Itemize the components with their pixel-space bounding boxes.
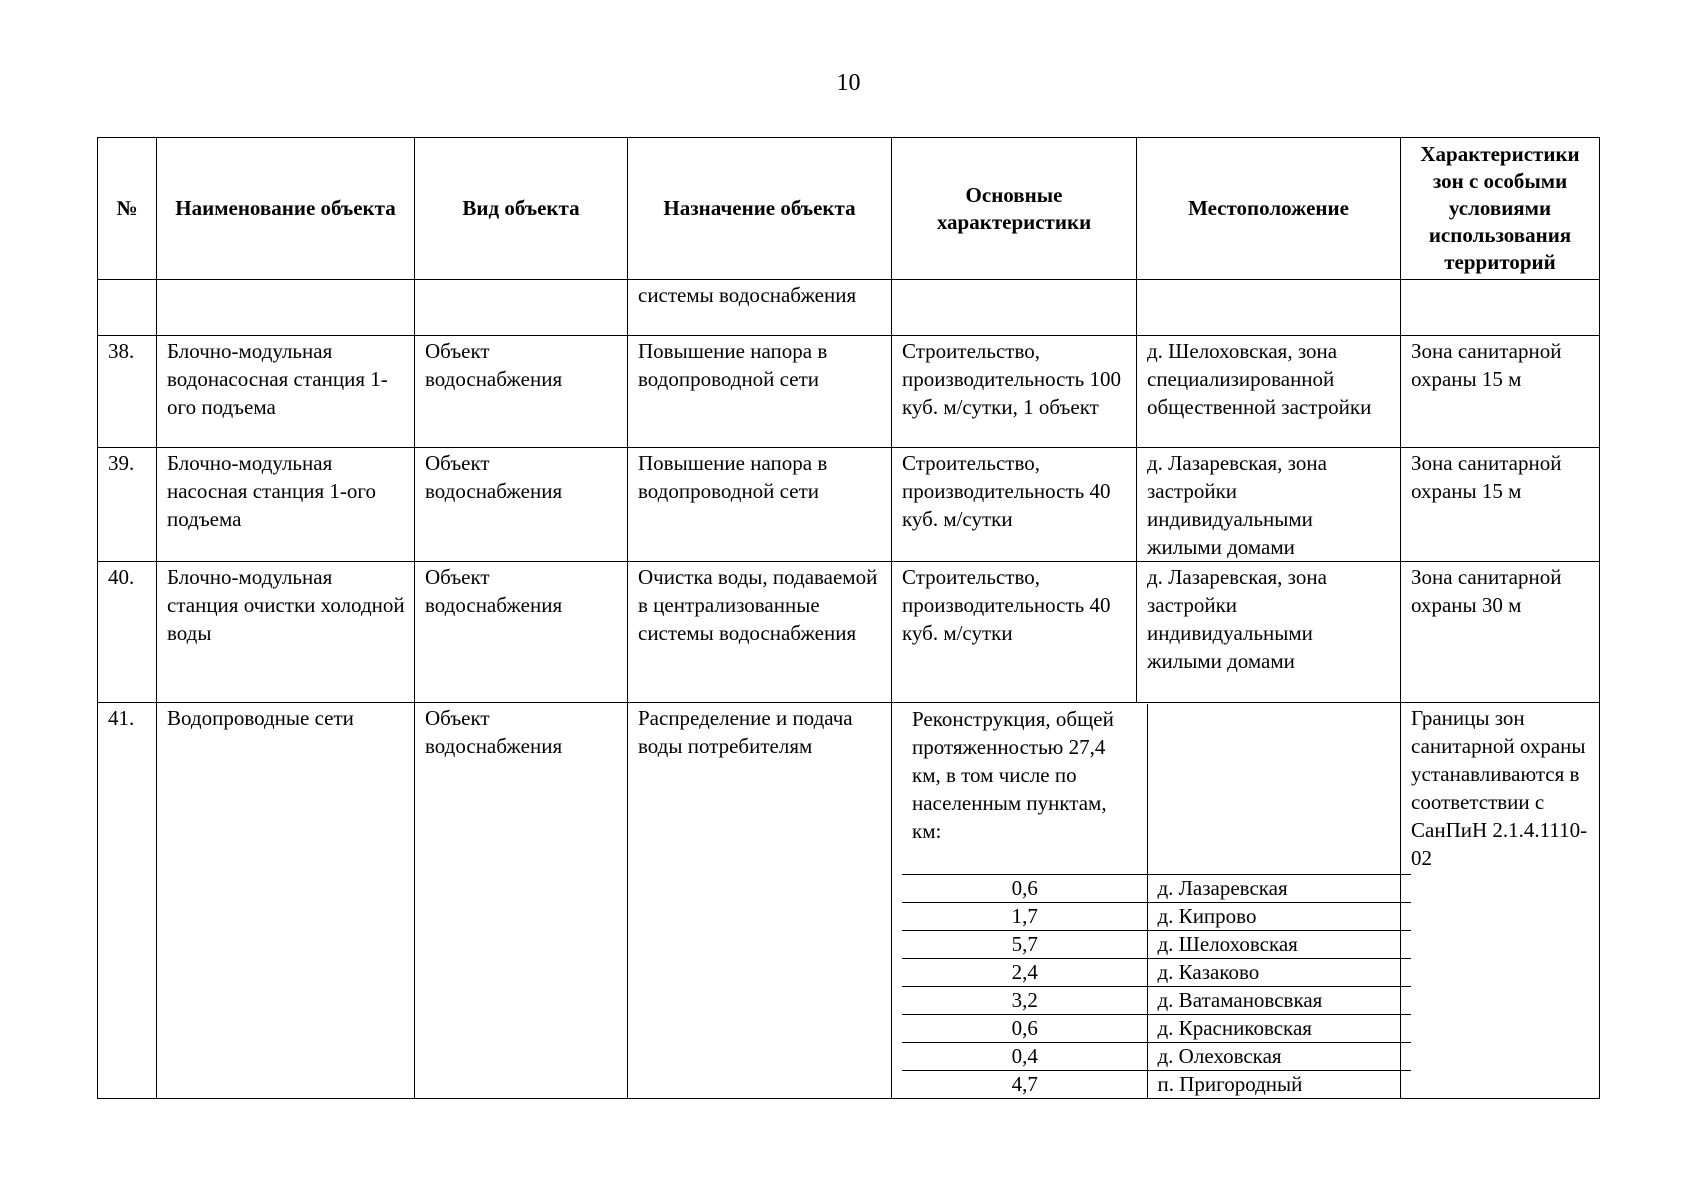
cell-name: Блочно-модульная насосная станция 1-ого подъема xyxy=(157,448,415,562)
cell-location xyxy=(1147,704,1411,874)
segment-length: 0,6 xyxy=(902,1014,1147,1042)
segment-row xyxy=(902,1042,1411,1070)
segment-row xyxy=(902,958,1411,986)
table-row-41 xyxy=(98,703,1600,1099)
table-row xyxy=(98,562,1600,703)
cell-zones xyxy=(1401,280,1600,336)
cell-characteristics: Строительство, производительность 40 куб. м/сутки xyxy=(892,562,1137,703)
segment-place: д. Ватамановсвкая xyxy=(1147,986,1411,1014)
header-purpose: Назначение объекта xyxy=(628,138,892,280)
segment-row xyxy=(902,986,1411,1014)
segment-row xyxy=(902,1070,1411,1098)
cell-zones: Зона санитарной охраны 15 м xyxy=(1401,448,1600,562)
cell-num: 40. xyxy=(98,562,157,703)
cell-zones: Границы зон санитарной охраны устанавливаются в соответствии с СанПиН 2.1.4.1110-02 xyxy=(1401,703,1600,1099)
cell-name: Водопроводные сети xyxy=(157,703,415,1099)
cell-type: Объект водоснабжения xyxy=(415,448,628,562)
segment-place: д. Красниковская xyxy=(1147,1014,1411,1042)
segment-place: п. Пригородный xyxy=(1147,1070,1411,1098)
cell-characteristics xyxy=(892,280,1137,336)
cell-num: 41. xyxy=(98,703,157,1099)
segment-length: 0,4 xyxy=(902,1042,1147,1070)
segment-row xyxy=(902,1014,1411,1042)
cell-type: Объект водоснабжения xyxy=(415,562,628,703)
segment-length: 4,7 xyxy=(902,1070,1147,1098)
segment-place: д. Казаково xyxy=(1147,958,1411,986)
cell-location: д. Лазаревская, зона застройки индивидуальными жилыми домами xyxy=(1137,448,1401,562)
cell-purpose: Распределение и подача воды потребителям xyxy=(628,703,892,1099)
segment-place: д. Лазаревская xyxy=(1147,874,1411,902)
segment-row xyxy=(902,874,1411,902)
segment-place: д. Олеховская xyxy=(1147,1042,1411,1070)
cell-purpose: системы водоснабжения xyxy=(628,280,892,336)
table-header-row xyxy=(98,138,1600,280)
header-zones: Характеристики зон с особыми условиями использования территорий xyxy=(1401,138,1600,280)
cell-characteristics: Реконструкция, общей протяженностью 27,4 км, в том числе по населенным пунктам, км: xyxy=(902,704,1147,874)
segment-length: 0,6 xyxy=(902,874,1147,902)
cell-purpose: Очистка воды, подаваемой в централизованные системы водоснабжения xyxy=(628,562,892,703)
header-type: Вид объекта xyxy=(415,138,628,280)
cell-zones: Зона санитарной охраны 30 м xyxy=(1401,562,1600,703)
cell-location: д. Лазаревская, зона застройки индивидуальными жилыми домами xyxy=(1137,562,1401,703)
table-row-continuation xyxy=(98,280,1600,336)
cell-name xyxy=(157,280,415,336)
cell-type xyxy=(415,280,628,336)
cell-characteristics: Строительство, производительность 40 куб. м/сутки xyxy=(892,448,1137,562)
header-name: Наименование объекта xyxy=(157,138,415,280)
cell-type: Объект водоснабжения xyxy=(415,336,628,448)
network-breakdown-cell xyxy=(892,703,1401,1099)
cell-name: Блочно-модульная станция очистки холодной воды xyxy=(157,562,415,703)
intro-row xyxy=(902,704,1411,874)
segment-length: 2,4 xyxy=(902,958,1147,986)
page-number: 10 xyxy=(836,70,861,96)
cell-num xyxy=(98,280,157,336)
cell-purpose: Повышение напора в водопроводной сети xyxy=(628,448,892,562)
network-breakdown-table xyxy=(902,704,1411,1098)
segment-row xyxy=(902,930,1411,958)
segment-place: д. Шелоховская xyxy=(1147,930,1411,958)
objects-table xyxy=(97,137,1600,1099)
cell-location: д. Шелоховская, зона специализированной общественной застройки xyxy=(1137,336,1401,448)
cell-location xyxy=(1137,280,1401,336)
header-num: № xyxy=(98,138,157,280)
cell-type: Объект водоснабжения xyxy=(415,703,628,1099)
segment-length: 1,7 xyxy=(902,902,1147,930)
segment-row xyxy=(902,902,1411,930)
header-characteristics: Основные характеристики xyxy=(892,138,1137,280)
cell-name: Блочно-модульная водонасосная станция 1-ого подъема xyxy=(157,336,415,448)
header-location: Местоположение xyxy=(1137,138,1401,280)
table-row xyxy=(98,448,1600,562)
cell-purpose: Повышение напора в водопроводной сети xyxy=(628,336,892,448)
cell-characteristics: Строительство, производительность 100 куб. м/сутки, 1 объект xyxy=(892,336,1137,448)
cell-zones: Зона санитарной охраны 15 м xyxy=(1401,336,1600,448)
segment-length: 3,2 xyxy=(902,986,1147,1014)
cell-num: 39. xyxy=(98,448,157,562)
cell-num: 38. xyxy=(98,336,157,448)
segment-place: д. Кипрово xyxy=(1147,902,1411,930)
table-row xyxy=(98,336,1600,448)
segment-length: 5,7 xyxy=(902,930,1147,958)
